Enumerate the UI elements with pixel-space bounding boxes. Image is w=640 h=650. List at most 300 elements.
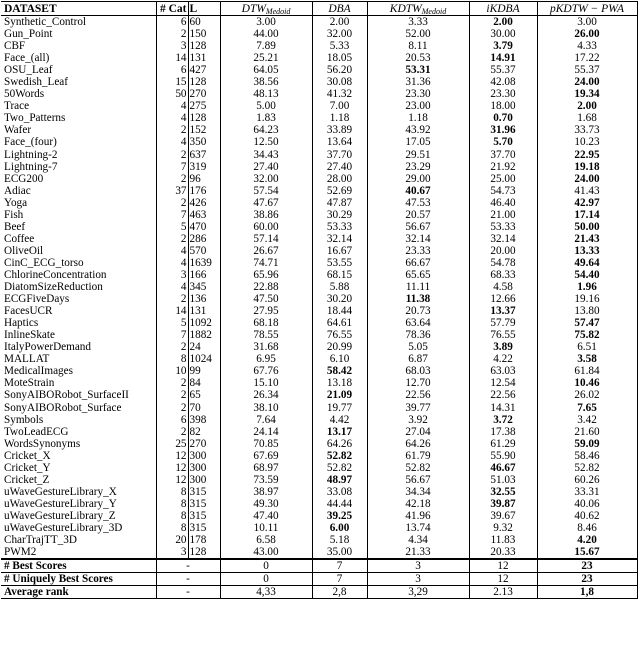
dataset-name: ECGFiveDays — [1, 293, 156, 305]
category-count: 2 — [180, 28, 187, 41]
series-length: 24 — [188, 341, 220, 353]
score-dba: 1.18 — [312, 112, 367, 124]
score-pkdtw-pwa: 57.47 — [537, 317, 637, 329]
category-count: 2 — [180, 148, 187, 161]
score-pkdtw-pwa: 1.96 — [537, 281, 637, 293]
category-count: 12 — [175, 473, 187, 486]
summary-label: # Uniquely Best Scores — [1, 573, 156, 586]
score-dba: 48.97 — [312, 474, 367, 486]
table-row — [1, 534, 637, 546]
score-dtw-medoid: 57.14 — [220, 233, 312, 245]
score-ikdba: 53.33 — [469, 221, 537, 233]
score-dba: 56.20 — [312, 64, 367, 76]
series-length: 350 — [188, 136, 220, 148]
score-kdtw-medoid: 11.11 — [367, 281, 469, 293]
score-dtw-medoid: 67.69 — [220, 450, 312, 462]
score-pkdtw-pwa: 15.67 — [537, 546, 637, 559]
series-length: 96 — [188, 173, 220, 185]
series-length: 270 — [188, 438, 220, 450]
score-dtw-medoid: 70.85 — [220, 438, 312, 450]
header-dtw-medoid — [220, 2, 312, 16]
series-length: 398 — [188, 414, 220, 426]
table-row — [1, 377, 637, 389]
score-ikdba: 14.31 — [469, 402, 537, 414]
summary-dba: 2,8 — [312, 586, 367, 599]
score-pkdtw-pwa: 8.46 — [537, 522, 637, 534]
category-count: 2 — [180, 401, 187, 414]
category-count: 3 — [180, 269, 187, 281]
score-kdtw-medoid: 56.67 — [367, 221, 469, 233]
summary-label: # Best Scores — [1, 559, 156, 573]
score-pkdtw-pwa: 4.33 — [537, 40, 637, 52]
category-count: 2 — [180, 377, 187, 390]
category-count: 4 — [180, 112, 187, 125]
score-kdtw-medoid: 56.67 — [367, 474, 469, 486]
score-dba: 64.61 — [312, 317, 367, 329]
header-dataset: DATASET — [1, 2, 156, 16]
series-length: 84 — [188, 377, 220, 389]
summary-pkdtw-pwa: 23 — [537, 559, 637, 573]
dataset-name: MoteStrain — [1, 377, 156, 389]
summary-dtw-medoid: 4,33 — [220, 586, 312, 599]
series-length: 426 — [188, 197, 220, 209]
score-kdtw-medoid: 32.14 — [367, 233, 469, 245]
score-pkdtw-pwa: 3.42 — [537, 414, 637, 426]
score-kdtw-medoid: 68.03 — [367, 365, 469, 377]
results-table — [1, 1, 638, 599]
table-row — [1, 221, 637, 233]
score-ikdba: 12.54 — [469, 377, 537, 389]
score-kdtw-medoid: 78.36 — [367, 329, 469, 341]
series-length: 128 — [188, 76, 220, 88]
score-ikdba: 21.92 — [469, 161, 537, 173]
score-pkdtw-pwa: 40.06 — [537, 498, 637, 510]
score-dtw-medoid: 38.10 — [220, 402, 312, 414]
score-dba: 41.32 — [312, 88, 367, 100]
score-kdtw-medoid: 31.36 — [367, 76, 469, 88]
score-dtw-medoid: 6.95 — [220, 353, 312, 365]
score-ikdba: 54.73 — [469, 185, 537, 197]
score-pkdtw-pwa: 2.00 — [537, 100, 637, 112]
series-length: 178 — [188, 534, 220, 546]
score-dba: 18.44 — [312, 305, 367, 317]
dataset-name: DiatomSizeReduction — [1, 281, 156, 293]
summary-label: Average rank — [1, 586, 156, 599]
category-count: 3 — [156, 546, 188, 559]
score-ikdba: 57.79 — [469, 317, 537, 329]
score-kdtw-medoid: 53.31 — [367, 64, 469, 76]
series-length: 166 — [188, 269, 220, 281]
dataset-name: Haptics — [1, 317, 156, 329]
score-dba: 27.40 — [312, 161, 367, 173]
series-length: 70 — [188, 402, 220, 414]
score-kdtw-medoid: 41.96 — [367, 510, 469, 522]
category-count: 3 — [180, 40, 187, 53]
score-pkdtw-pwa: 33.73 — [537, 124, 637, 136]
score-dba: 68.15 — [312, 269, 367, 281]
category-count: 10 — [175, 365, 187, 378]
dataset-name: TwoLeadECG — [1, 426, 156, 438]
score-dba: 58.42 — [312, 365, 367, 377]
category-count: 5 — [180, 220, 187, 233]
score-pkdtw-pwa: 42.97 — [537, 197, 637, 209]
category-count: 12 — [175, 449, 187, 462]
table-row — [1, 450, 637, 462]
table-row — [1, 353, 637, 365]
category-count: 6 — [180, 64, 187, 77]
score-kdtw-medoid: 39.77 — [367, 402, 469, 414]
header-dba: DBA — [312, 2, 367, 16]
dataset-name: Face_(all) — [1, 52, 156, 64]
category-count: 8 — [180, 353, 187, 366]
score-ikdba: 46.67 — [469, 462, 537, 474]
series-length: 128 — [188, 112, 220, 124]
score-dba: 16.67 — [312, 245, 367, 257]
score-pkdtw-pwa: 1.68 — [537, 112, 637, 124]
category-count: 2 — [180, 389, 187, 402]
table-row — [1, 317, 637, 329]
dataset-name: uWaveGestureLibrary_Y — [1, 498, 156, 510]
score-dba: 28.00 — [312, 173, 367, 185]
score-ikdba: 76.55 — [469, 329, 537, 341]
dataset-name: PWM2 — [1, 546, 156, 559]
score-ikdba: 3.79 — [469, 40, 537, 52]
score-kdtw-medoid: 17.05 — [367, 136, 469, 148]
score-dtw-medoid: 31.68 — [220, 341, 312, 353]
category-count: 8 — [180, 509, 187, 522]
table-row — [1, 546, 637, 559]
score-dba: 19.77 — [312, 402, 367, 414]
category-count: 5 — [180, 317, 187, 330]
category-count: 2 — [180, 425, 187, 438]
score-dba: 47.87 — [312, 197, 367, 209]
series-length: 637 — [188, 149, 220, 161]
score-dtw-medoid: 38.56 — [220, 76, 312, 88]
score-ikdba: 54.78 — [469, 257, 537, 269]
score-dba: 5.18 — [312, 534, 367, 546]
series-length: 345 — [188, 281, 220, 293]
score-pkdtw-pwa: 6.51 — [537, 341, 637, 353]
score-pkdtw-pwa: 10.23 — [537, 136, 637, 148]
score-pkdtw-pwa: 26.02 — [537, 389, 637, 401]
score-dtw-medoid: 68.97 — [220, 462, 312, 474]
table-row — [1, 389, 637, 401]
score-dtw-medoid: 60.00 — [220, 221, 312, 233]
dataset-name: Gun_Point — [1, 28, 156, 40]
score-kdtw-medoid: 63.64 — [367, 317, 469, 329]
score-pkdtw-pwa: 10.46 — [537, 377, 637, 389]
dataset-name: Beef — [1, 221, 156, 233]
table-body — [1, 16, 637, 599]
score-dba: 33.89 — [312, 124, 367, 136]
score-dtw-medoid: 65.96 — [220, 269, 312, 281]
score-ikdba: 0.70 — [469, 112, 537, 124]
dataset-name: MedicalImages — [1, 365, 156, 377]
dataset-name: uWaveGestureLibrary_3D — [1, 522, 156, 534]
score-ikdba: 5.70 — [469, 136, 537, 148]
table-row — [1, 76, 637, 88]
score-ikdba: 51.03 — [469, 474, 537, 486]
score-ikdba: 68.33 — [469, 269, 537, 281]
score-pkdtw-pwa: 22.95 — [537, 149, 637, 161]
score-pkdtw-pwa: 49.64 — [537, 257, 637, 269]
series-length: 131 — [188, 305, 220, 317]
series-length: 150 — [188, 28, 220, 40]
score-dba: 64.26 — [312, 438, 367, 450]
dataset-name: Lightning-7 — [1, 161, 156, 173]
score-pkdtw-pwa: 60.26 — [537, 474, 637, 486]
score-dba: 30.08 — [312, 76, 367, 88]
table-row — [1, 522, 637, 534]
table-row — [1, 474, 637, 486]
score-kdtw-medoid: 23.29 — [367, 161, 469, 173]
score-dba: 4.42 — [312, 414, 367, 426]
score-kdtw-medoid: 29.00 — [367, 173, 469, 185]
series-length: 1024 — [188, 353, 220, 365]
series-length: 315 — [188, 510, 220, 522]
score-dtw-medoid: 73.59 — [220, 474, 312, 486]
score-ikdba: 39.87 — [469, 498, 537, 510]
score-pkdtw-pwa: 21.60 — [537, 426, 637, 438]
score-ikdba: 13.37 — [469, 305, 537, 317]
score-pkdtw-pwa: 13.33 — [537, 245, 637, 257]
dataset-name: SonyAIBORobot_Surface — [1, 402, 156, 414]
category-count: 4 — [180, 244, 187, 257]
score-ikdba: 21.00 — [469, 209, 537, 221]
summary-kdtw-medoid: 3 — [367, 559, 469, 573]
series-length: 463 — [188, 209, 220, 221]
score-kdtw-medoid: 52.82 — [367, 462, 469, 474]
header-kdtw-label: KDTW — [389, 2, 422, 15]
score-ikdba: 11.83 — [469, 534, 537, 546]
series-length: 136 — [188, 293, 220, 305]
category-count: 4 — [180, 281, 187, 294]
category-count: 7 — [180, 160, 187, 173]
score-pkdtw-pwa: 54.40 — [537, 269, 637, 281]
table-row — [1, 414, 637, 426]
score-pkdtw-pwa: 40.62 — [537, 510, 637, 522]
dataset-name: WordsSynonyms — [1, 438, 156, 450]
series-length: 470 — [188, 221, 220, 233]
score-kdtw-medoid: 13.74 — [367, 522, 469, 534]
series-length: 315 — [188, 498, 220, 510]
score-dba: 5.88 — [312, 281, 367, 293]
dataset-name: InlineSkate — [1, 329, 156, 341]
score-dtw-medoid: 48.13 — [220, 88, 312, 100]
header-kdtw-medoid — [367, 2, 469, 16]
series-length: 300 — [188, 450, 220, 462]
category-count: 2 — [180, 341, 187, 354]
score-ikdba: 55.90 — [469, 450, 537, 462]
score-pkdtw-pwa: 19.34 — [537, 88, 637, 100]
table-row — [1, 281, 637, 293]
score-kdtw-medoid: 34.34 — [367, 486, 469, 498]
score-pkdtw-pwa: 13.80 — [537, 305, 637, 317]
table-row — [1, 438, 637, 450]
score-ikdba: 3.72 — [469, 414, 537, 426]
score-dba: 35.00 — [312, 546, 367, 559]
series-length: 82 — [188, 426, 220, 438]
series-length: 315 — [188, 486, 220, 498]
score-pkdtw-pwa: 19.16 — [537, 293, 637, 305]
header-row — [1, 2, 637, 16]
header-len: L — [188, 2, 220, 16]
dataset-name: Two_Patterns — [1, 112, 156, 124]
table-row — [1, 136, 637, 148]
dataset-name: OSU_Leaf — [1, 64, 156, 76]
table-row — [1, 40, 637, 52]
score-dtw-medoid: 38.97 — [220, 486, 312, 498]
score-dtw-medoid: 3.00 — [220, 16, 312, 29]
score-dtw-medoid: 67.76 — [220, 365, 312, 377]
series-length: 286 — [188, 233, 220, 245]
series-length: 99 — [188, 365, 220, 377]
table-row — [1, 52, 637, 64]
dataset-name: uWaveGestureLibrary_X — [1, 486, 156, 498]
header-pkdtw-pwa: pKDTW − PWA — [537, 2, 637, 16]
summary-cat: - — [156, 573, 220, 586]
dataset-name: Symbols — [1, 414, 156, 426]
category-count: 2 — [180, 172, 187, 185]
score-dba: 32.00 — [312, 28, 367, 40]
score-ikdba: 2.00 — [469, 16, 537, 29]
dataset-name: uWaveGestureLibrary_Z — [1, 510, 156, 522]
category-count: 2 — [180, 196, 187, 209]
score-kdtw-medoid: 40.67 — [367, 185, 469, 197]
dataset-name: CBF — [1, 40, 156, 52]
category-count: 37 — [175, 184, 187, 197]
score-dtw-medoid: 43.00 — [220, 546, 312, 559]
score-dtw-medoid: 68.18 — [220, 317, 312, 329]
score-dba: 52.82 — [312, 450, 367, 462]
dataset-name: ItalyPowerDemand — [1, 341, 156, 353]
dataset-name: Synthetic_Control — [1, 16, 156, 29]
score-dtw-medoid: 7.64 — [220, 414, 312, 426]
table-row — [1, 149, 637, 161]
dataset-name: OliveOil — [1, 245, 156, 257]
series-length: 176 — [188, 185, 220, 197]
summary-dtw-medoid: 0 — [220, 559, 312, 573]
score-dtw-medoid: 24.14 — [220, 426, 312, 438]
category-count: 8 — [180, 497, 187, 510]
score-pkdtw-pwa: 33.31 — [537, 486, 637, 498]
dataset-name: Cricket_Z — [1, 474, 156, 486]
series-length: 65 — [188, 389, 220, 401]
score-dtw-medoid: 25.21 — [220, 52, 312, 64]
score-dtw-medoid: 78.55 — [220, 329, 312, 341]
series-length: 319 — [188, 161, 220, 173]
score-pkdtw-pwa: 21.43 — [537, 233, 637, 245]
score-dba: 76.55 — [312, 329, 367, 341]
score-dtw-medoid: 5.00 — [220, 100, 312, 112]
score-dtw-medoid: 57.54 — [220, 185, 312, 197]
score-ikdba: 18.00 — [469, 100, 537, 112]
series-length: 1092 — [188, 317, 220, 329]
score-dtw-medoid: 22.88 — [220, 281, 312, 293]
score-dtw-medoid: 74.71 — [220, 257, 312, 269]
score-dba: 18.05 — [312, 52, 367, 64]
score-ikdba: 3.89 — [469, 341, 537, 353]
score-dba: 52.69 — [312, 185, 367, 197]
table-row — [1, 402, 637, 414]
score-ikdba: 23.30 — [469, 88, 537, 100]
score-kdtw-medoid: 66.67 — [367, 257, 469, 269]
score-ikdba: 61.29 — [469, 438, 537, 450]
score-kdtw-medoid: 20.73 — [367, 305, 469, 317]
score-kdtw-medoid: 47.53 — [367, 197, 469, 209]
score-ikdba: 12.66 — [469, 293, 537, 305]
summary-kdtw-medoid: 3 — [367, 573, 469, 586]
table-row — [1, 341, 637, 353]
score-dtw-medoid: 15.10 — [220, 377, 312, 389]
category-count: 6 — [180, 413, 187, 426]
summary-row — [1, 559, 637, 573]
score-pkdtw-pwa: 24.00 — [537, 76, 637, 88]
category-count: 4 — [180, 100, 187, 113]
dataset-name: Adiac — [1, 185, 156, 197]
summary-dtw-medoid: 0 — [220, 573, 312, 586]
score-dtw-medoid: 38.86 — [220, 209, 312, 221]
table-row — [1, 293, 637, 305]
summary-row — [1, 586, 637, 599]
category-count: 8 — [180, 521, 187, 534]
score-dba: 53.55 — [312, 257, 367, 269]
score-ikdba: 30.00 — [469, 28, 537, 40]
score-dtw-medoid: 12.50 — [220, 136, 312, 148]
score-dtw-medoid: 6.58 — [220, 534, 312, 546]
category-count: 50 — [175, 88, 187, 101]
series-length: 275 — [188, 100, 220, 112]
score-ikdba: 32.55 — [469, 486, 537, 498]
summary-cat: - — [156, 559, 220, 573]
dataset-name: SonyAIBORobot_SurfaceII — [1, 389, 156, 401]
dataset-name: Swedish_Leaf — [1, 76, 156, 88]
category-count: 2 — [180, 293, 187, 306]
score-dba: 44.44 — [312, 498, 367, 510]
score-dtw-medoid: 27.95 — [220, 305, 312, 317]
score-dba: 37.70 — [312, 149, 367, 161]
score-pkdtw-pwa: 19.18 — [537, 161, 637, 173]
table-row — [1, 16, 637, 29]
category-count: 2 — [180, 232, 187, 245]
score-kdtw-medoid: 6.87 — [367, 353, 469, 365]
score-kdtw-medoid: 20.53 — [367, 52, 469, 64]
category-count: 8 — [180, 485, 187, 498]
dataset-name: Cricket_X — [1, 450, 156, 462]
score-kdtw-medoid: 12.70 — [367, 377, 469, 389]
score-kdtw-medoid: 20.57 — [367, 209, 469, 221]
score-dba: 21.09 — [312, 389, 367, 401]
category-count: 4 — [180, 136, 187, 149]
header-kdtw-sub: Medoid — [421, 6, 447, 16]
score-kdtw-medoid: 42.18 — [367, 498, 469, 510]
series-length: 270 — [188, 88, 220, 100]
dataset-name: FacesUCR — [1, 305, 156, 317]
score-dba: 13.64 — [312, 136, 367, 148]
table-row — [1, 269, 637, 281]
series-length: 570 — [188, 245, 220, 257]
score-dtw-medoid: 26.34 — [220, 389, 312, 401]
dataset-name: ECG200 — [1, 173, 156, 185]
table-row — [1, 245, 637, 257]
score-ikdba: 37.70 — [469, 149, 537, 161]
category-count: 25 — [175, 437, 187, 450]
results-table-container — [1, 1, 639, 599]
dataset-name: Trace — [1, 100, 156, 112]
score-pkdtw-pwa: 26.00 — [537, 28, 637, 40]
score-dtw-medoid: 10.11 — [220, 522, 312, 534]
header-cat: # Cat — [156, 2, 188, 16]
